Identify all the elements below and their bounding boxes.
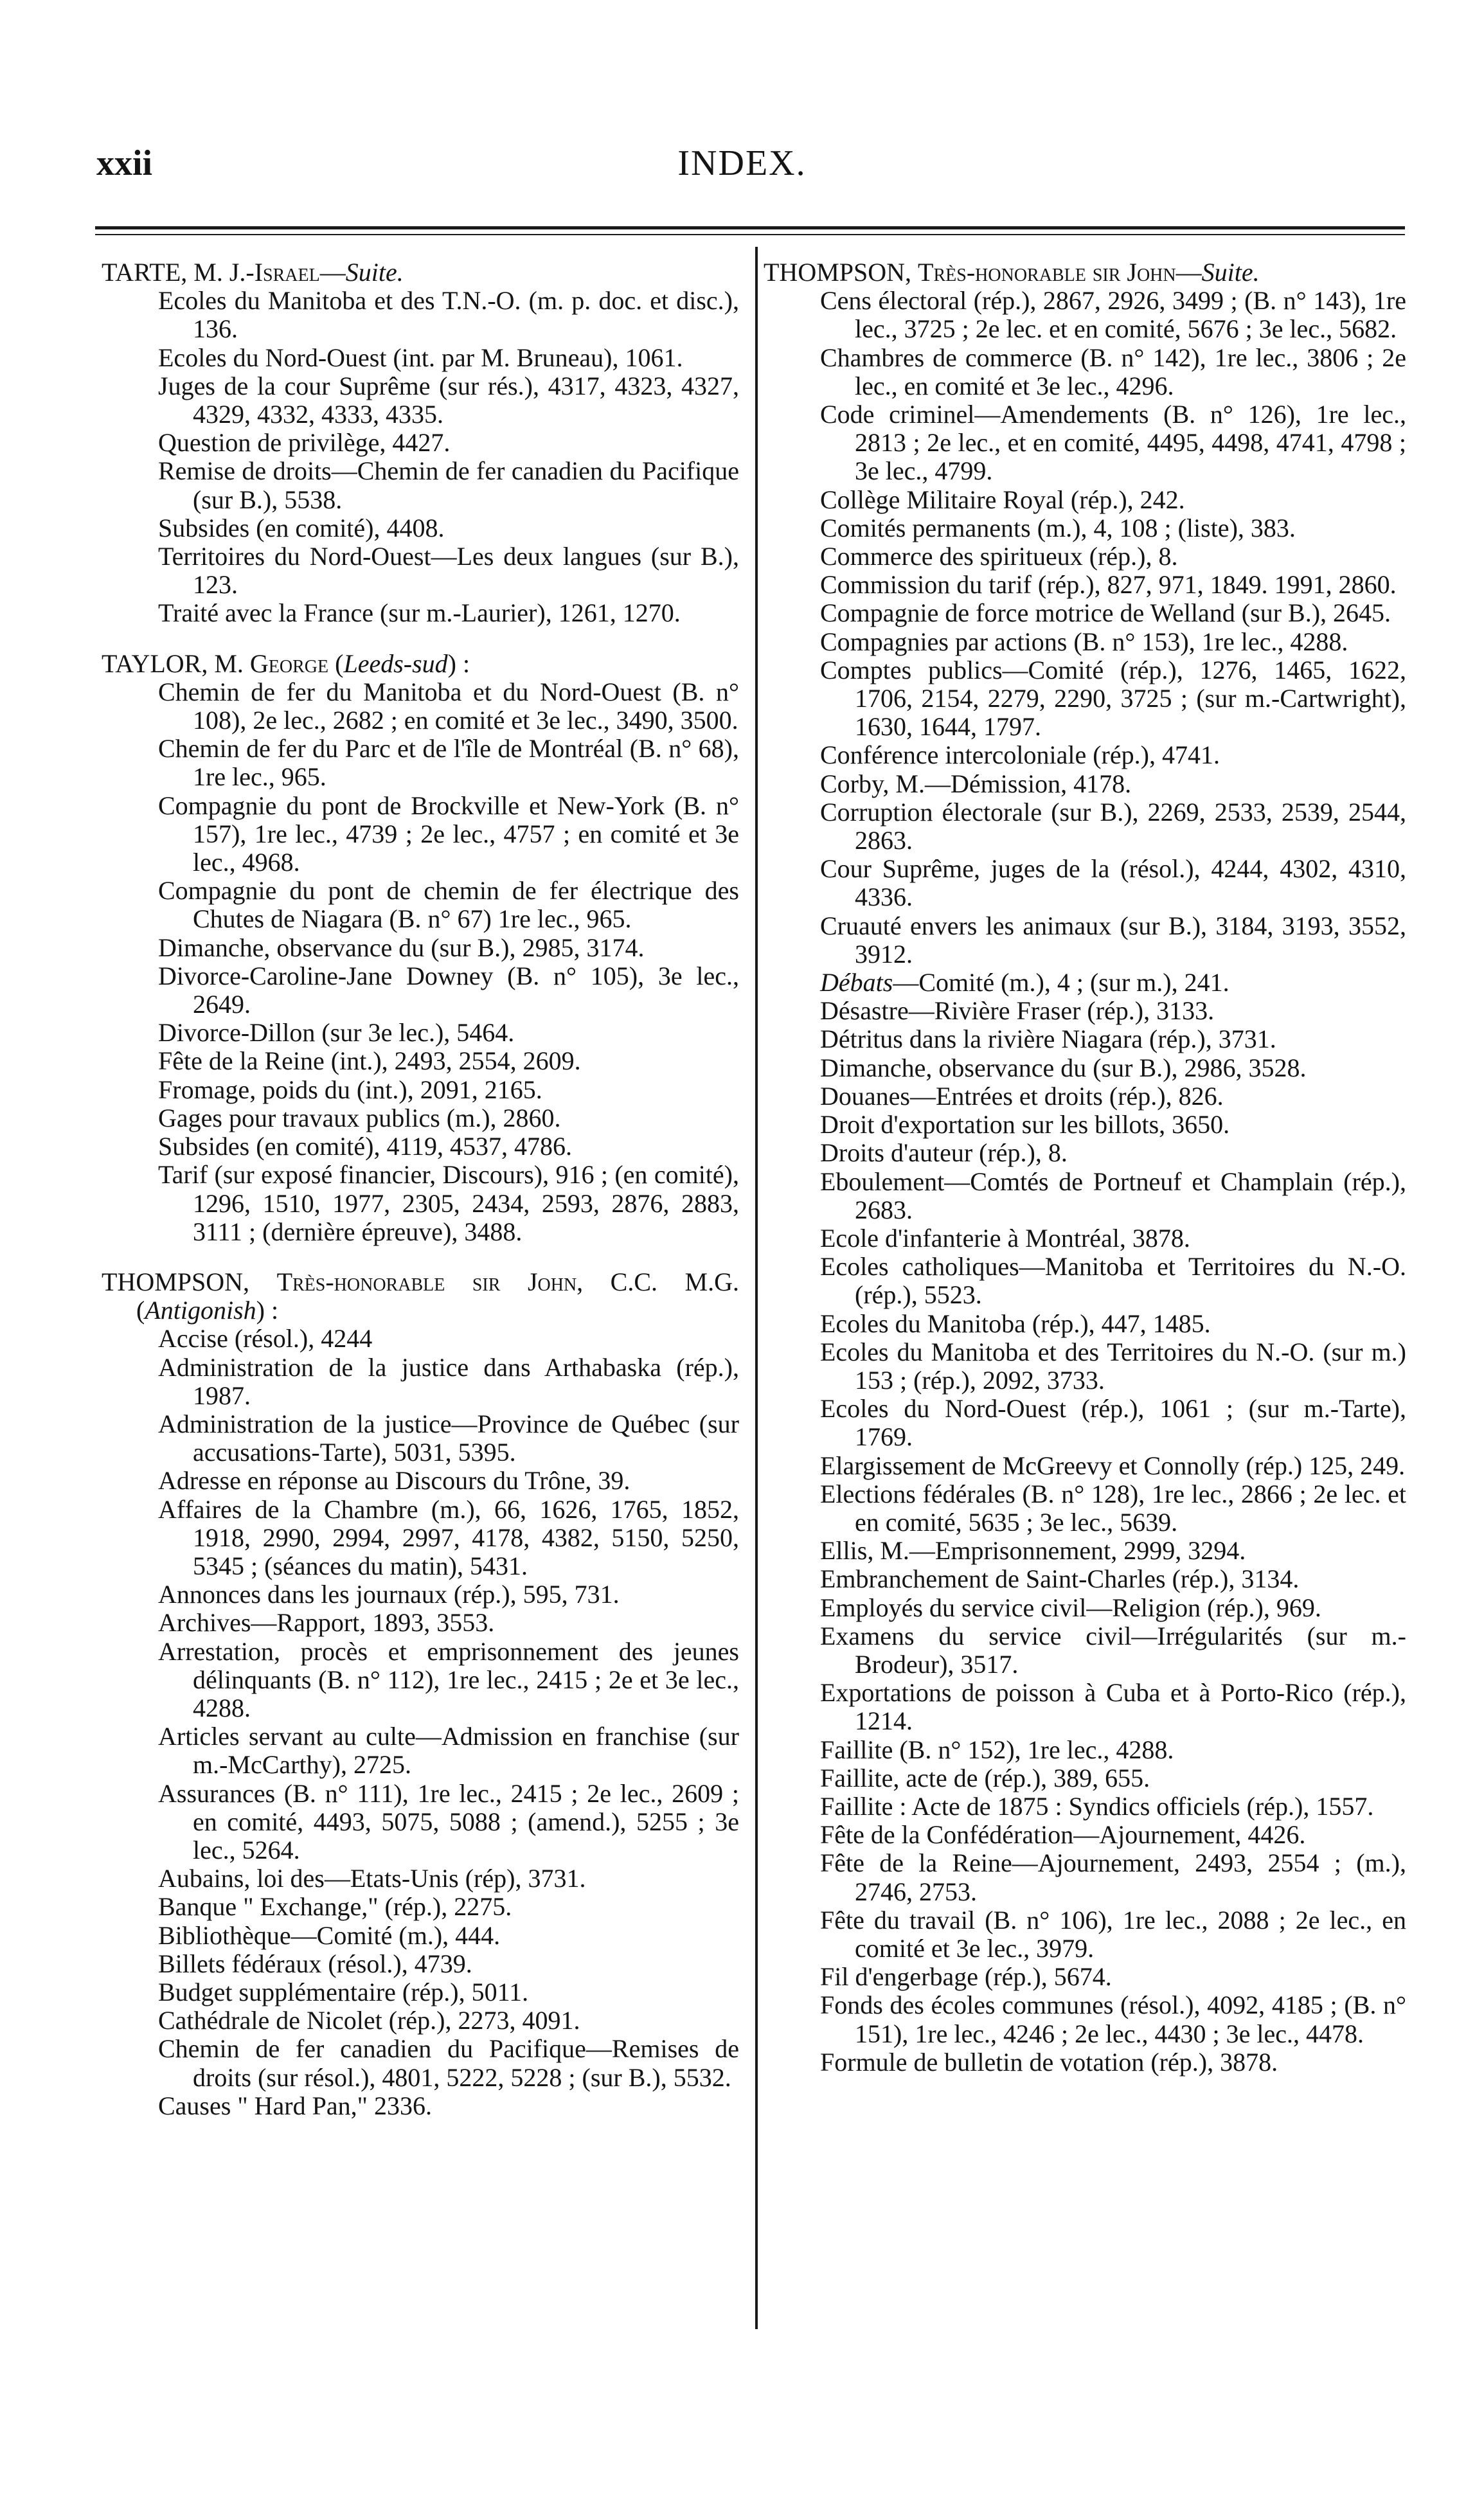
index-entry: Conférence intercoloniale (rép.), 4741. bbox=[820, 740, 1220, 770]
index-entry: Fromage, poids du (int.), 2091, 2165. bbox=[158, 1075, 542, 1104]
index-entry: Compagnie de force motrice de Welland (sur B.), 2645. bbox=[820, 598, 1391, 628]
index-entry: Faillite, acte de (rép.), 389, 655. bbox=[820, 1763, 1150, 1792]
index-entry: Affaires de la Chambre (m.), 66, 1626, 1765, 1852, 1918, 2990, 2994, 2997, 4178, 4382, 5150, 5250, 5345 ; (séances du matin), 5431. bbox=[158, 1494, 739, 1580]
index-entry: Corruption électorale (sur B.), 2269, 2533, 2539, 2544, 2863. bbox=[820, 797, 1406, 855]
index-entry bbox=[764, 969, 1406, 997]
index-entry: Fonds des écoles communes (résol.), 4092, 4185 ; (B. n° 151), 1re lec., 4246 ; 2e lec., 4430 ; 3e lec., 4478. bbox=[820, 1990, 1406, 2048]
index-entry: Chambres de commerce (B. n° 142), 1re lec., 3806 ; 2e lec., en comité et 3e lec., 4296. bbox=[820, 343, 1406, 400]
index-entry: Fête du travail (B. n° 106), 1re lec., 2088 ; 2e lec., en comité et 3e lec., 3979. bbox=[820, 1905, 1406, 1963]
index-entry: Ellis, M.—Emprisonnement, 2999, 3294. bbox=[820, 1536, 1246, 1566]
page-number: xxii bbox=[96, 143, 153, 183]
entry-text-part: Très-honorable sir bbox=[276, 1267, 501, 1296]
index-entry: Faillite : Acte de 1875 : Syndics officiels (rép.), 1557. bbox=[820, 1791, 1374, 1821]
entry-text-part: Suite. bbox=[1201, 258, 1260, 287]
index-entry: Eboulement—Comtés de Portneuf et Champlain (rép.), 2683. bbox=[820, 1166, 1406, 1224]
index-entry: Subsides (en comité), 4408. bbox=[158, 513, 445, 542]
entry-text-part: TARTE, M. J.- bbox=[102, 258, 255, 287]
index-entry: Articles servant au culte—Admission en franchise (sur m.-McCarthy), 2725. bbox=[158, 1722, 739, 1780]
index-entry: Examens du service civil—Irrégularités (sur m.-Brodeur), 3517. bbox=[820, 1621, 1406, 1679]
index-heading bbox=[102, 1268, 739, 1325]
index-column-left bbox=[102, 258, 739, 2120]
index-entry: Juges de la cour Suprême (sur rés.), 4317, 4323, 4327, 4329, 4332, 4333, 4335. bbox=[158, 371, 739, 429]
entry-text-part: Israel bbox=[254, 258, 320, 287]
entry-text-part: , C.C. M.G. ( bbox=[136, 1267, 740, 1325]
entry-text-part: John bbox=[527, 1267, 577, 1296]
index-entry: Elargissement de McGreevy et Connolly (rép.) 125, 249. bbox=[820, 1451, 1406, 1480]
index-entry: Chemin de fer du Parc et de l'île de Montréal (B. n° 68), 1re lec., 965. bbox=[158, 734, 739, 792]
index-entry: Ecoles du Manitoba et des T.N.-O. (m. p. doc. et disc.), 136. bbox=[158, 286, 739, 344]
index-entry: Embranchement de Saint-Charles (rép.), 3134. bbox=[820, 1564, 1300, 1594]
index-entry: Code criminel—Amendements (B. n° 126), 1re lec., 2813 ; 2e lec., et en comité, 4495, 4498, 4741, 4798 ; 3e lec., 4799. bbox=[820, 400, 1406, 486]
index-entry: Billets fédéraux (résol.), 4739. bbox=[158, 1949, 472, 1978]
index-entry: Subsides (en comité), 4119, 4537, 4786. bbox=[158, 1132, 573, 1161]
index-entry: Compagnie du pont de Brockville et New-York (B. n° 157), 1re lec., 4739 ; 2e lec., 4757 ; en comité et 3e lec., 4968. bbox=[158, 791, 739, 877]
index-entry: Elections fédérales (B. n° 128), 1re lec., 2866 ; 2e lec. et en comité, 5635 ; 3e lec., 5639. bbox=[820, 1479, 1406, 1537]
index-entry: Fête de la Reine—Ajournement, 2493, 2554 ; (m.), 2746, 2753. bbox=[820, 1848, 1406, 1906]
index-entry: Détritus dans la rivière Niagara (rép.), 3731. bbox=[820, 1024, 1276, 1054]
page-title: INDEX. bbox=[677, 143, 807, 183]
index-entry: Tarif (sur exposé financier, Discours), 916 ; (en comité), 1296, 1510, 1977, 2305, 2434, 2593, 2876, 2883, 3111 ; (dernière épreuve), 3488. bbox=[158, 1160, 739, 1246]
index-entry: Archives—Rapport, 1893, 3553. bbox=[158, 1608, 495, 1638]
entry-text-part: — bbox=[319, 258, 346, 287]
index-entry: Désastre—Rivière Fraser (rép.), 3133. bbox=[820, 996, 1215, 1026]
entry-text-part: Antigonish bbox=[145, 1296, 256, 1325]
entry-text-part: —Comité (m.), 4 ; (sur m.), 241. bbox=[893, 968, 1229, 997]
index-entry: Droit d'exportation sur les billots, 3650. bbox=[820, 1110, 1230, 1139]
index-entry: Fête de la Reine (int.), 2493, 2554, 2609. bbox=[158, 1046, 581, 1076]
index-entry: Comités permanents (m.), 4, 108 ; (liste), 383. bbox=[820, 513, 1296, 542]
header-rule-thin bbox=[95, 234, 1405, 235]
index-entry: Ecole d'infanterie à Montréal, 3878. bbox=[820, 1223, 1190, 1253]
index-entry: Arrestation, procès et emprisonnement des jeunes délinquants (B. n° 112), 1re lec., 2415 ; 2e et 3e lec., 4288. bbox=[158, 1636, 739, 1722]
index-entry: Chemin de fer du Manitoba et du Nord-Ouest (B. n° 108), 2e lec., 2682 ; en comité et 3e lec., 3490, 3500. bbox=[158, 677, 739, 735]
index-entry: Cour Suprême, juges de la (résol.), 4244, 4302, 4310, 4336. bbox=[820, 854, 1406, 912]
index-entry: Chemin de fer canadien du Pacifique—Remises de droits (sur résol.), 4801, 5222, 5228 ; (sur B.), 5532. bbox=[158, 2034, 739, 2092]
index-entry: Traité avec la France (sur m.-Laurier), 1261, 1270. bbox=[158, 598, 681, 628]
entry-text-part: John bbox=[1127, 258, 1176, 287]
entry-text-part: ( bbox=[328, 648, 344, 678]
index-entry: Ecoles catholiques—Manitoba et Territoires du N.-O. (rép.), 5523. bbox=[820, 1252, 1406, 1310]
index-entry: Gages pour travaux publics (m.), 2860. bbox=[158, 1103, 561, 1132]
entry-text-part: George bbox=[249, 648, 329, 678]
index-entry: Collège Militaire Royal (rép.), 242. bbox=[820, 485, 1185, 514]
index-entry: Employés du service civil—Religion (rép.), 969. bbox=[820, 1593, 1321, 1622]
index-entry: Accise (résol.), 4244 bbox=[158, 1324, 373, 1354]
index-entry: Banque " Exchange," (rép.), 2275. bbox=[158, 1892, 512, 1922]
index-entry: Exportations de poisson à Cuba et à Porto-Rico (rép.), 1214. bbox=[820, 1678, 1406, 1736]
index-entry: Faillite (B. n° 152), 1re lec., 4288. bbox=[820, 1735, 1174, 1764]
entry-text-part bbox=[500, 1267, 528, 1296]
entry-text-part bbox=[1120, 258, 1127, 287]
index-entry: Causes " Hard Pan," 2336. bbox=[158, 2091, 432, 2120]
index-heading bbox=[102, 650, 739, 678]
index-entry: Remise de droits—Chemin de fer canadien du Pacifique (sur B.), 5538. bbox=[158, 456, 739, 514]
entry-text-part: Suite. bbox=[345, 258, 404, 287]
index-entry: Ecoles du Nord-Ouest (rép.), 1061 ; (sur m.-Tarte), 1769. bbox=[820, 1394, 1406, 1452]
index-entry: Territoires du Nord-Ouest—Les deux langues (sur B.), 123. bbox=[158, 542, 739, 600]
entry-text-part: Leeds-sud bbox=[343, 648, 448, 678]
index-column-right bbox=[764, 258, 1406, 2077]
index-heading bbox=[764, 258, 1406, 287]
index-entry: Cruauté envers les animaux (sur B.), 3184, 3193, 3552, 3912. bbox=[820, 911, 1406, 969]
index-entry: Administration de la justice—Province de Québec (sur accusations-Tarte), 5031, 5395. bbox=[158, 1409, 739, 1467]
index-entry: Commerce des spiritueux (rép.), 8. bbox=[820, 542, 1178, 571]
index-entry: Dimanche, observance du (sur B.), 2985, 3174. bbox=[158, 933, 645, 962]
entry-text-part: THOMPSON, bbox=[764, 258, 918, 287]
index-entry: Adresse en réponse au Discours du Trône, 39. bbox=[158, 1466, 630, 1496]
index-entry: Budget supplémentaire (rép.), 5011. bbox=[158, 1977, 529, 2006]
index-entry: Cathédrale de Nicolet (rép.), 2273, 4091. bbox=[158, 2006, 580, 2035]
index-entry: Divorce-Dillon (sur 3e lec.), 5464. bbox=[158, 1018, 515, 1048]
index-entry: Compagnie du pont de chemin de fer électrique des Chutes de Niagara (B. n° 67) 1re lec., 965. bbox=[158, 876, 739, 934]
index-entry: Formule de bulletin de votation (rép.), 3878. bbox=[820, 2047, 1278, 2077]
index-entry: Bibliothèque—Comité (m.), 444. bbox=[158, 1920, 501, 1950]
header-rule-thick bbox=[95, 226, 1405, 229]
entry-text-part: ) : bbox=[256, 1296, 279, 1325]
index-entry: Cens électoral (rép.), 2867, 2926, 3499 ; (B. n° 143), 1re lec., 3725 ; 2e lec. et en comité, 5676 ; 3e lec., 5682. bbox=[820, 286, 1406, 344]
index-entry: Fil d'engerbage (rép.), 5674. bbox=[820, 1962, 1112, 1992]
index-entry: Ecoles du Manitoba et des Territoires du N.-O. (sur m.) 153 ; (rép.), 2092, 3733. bbox=[820, 1337, 1406, 1395]
index-entry: Assurances (B. n° 111), 1re lec., 2415 ; 2e lec., 2609 ; en comité, 4493, 5075, 5088 ; (amend.), 5255 ; 3e lec., 5264. bbox=[158, 1778, 739, 1864]
index-entry: Aubains, loi des—Etats-Unis (rép), 3731. bbox=[158, 1864, 586, 1893]
column-divider bbox=[755, 247, 758, 2329]
index-entry: Dimanche, observance du (sur B.), 2986, 3528. bbox=[820, 1053, 1307, 1082]
index-heading bbox=[102, 258, 739, 287]
entry-text-part: — bbox=[1176, 258, 1202, 287]
index-entry: Fête de la Confédération—Ajournement, 4426. bbox=[820, 1820, 1306, 1850]
index-entry: Ecoles du Nord-Ouest (int. par M. Bruneau), 1061. bbox=[158, 343, 683, 372]
index-entry: Compagnies par actions (B. n° 153), 1re lec., 4288. bbox=[820, 627, 1348, 656]
entry-text-part: Très-honorable sir bbox=[918, 258, 1121, 287]
index-entry: Annonces dans les journaux (rép.), 595, 731. bbox=[158, 1580, 620, 1609]
index-entry: Administration de la justice dans Arthabaska (rép.), 1987. bbox=[158, 1352, 739, 1410]
index-entry: Question de privilège, 4427. bbox=[158, 428, 451, 458]
index-entry: Divorce-Caroline-Jane Downey (B. n° 105), 3e lec., 2649. bbox=[158, 961, 739, 1019]
index-entry: Corby, M.—Démission, 4178. bbox=[820, 769, 1132, 798]
index-entry: Droits d'auteur (rép.), 8. bbox=[820, 1138, 1068, 1168]
index-entry: Comptes publics—Comité (rép.), 1276, 1465, 1622, 1706, 2154, 2279, 2290, 3725 ; (sur m.-Cartwright), 1630, 1644, 1797. bbox=[820, 655, 1406, 742]
index-entry: Commission du tarif (rép.), 827, 971, 1849. 1991, 2860. bbox=[820, 570, 1397, 600]
entry-text-part: ) : bbox=[447, 648, 470, 678]
index-entry: Douanes—Entrées et droits (rép.), 826. bbox=[820, 1081, 1224, 1111]
index-entry: Ecoles du Manitoba (rép.), 447, 1485. bbox=[820, 1309, 1211, 1338]
entry-text-part: THOMPSON, bbox=[102, 1267, 277, 1296]
entry-text-part: TAYLOR, M. bbox=[102, 648, 250, 678]
entry-text-part: Débats bbox=[820, 968, 893, 997]
